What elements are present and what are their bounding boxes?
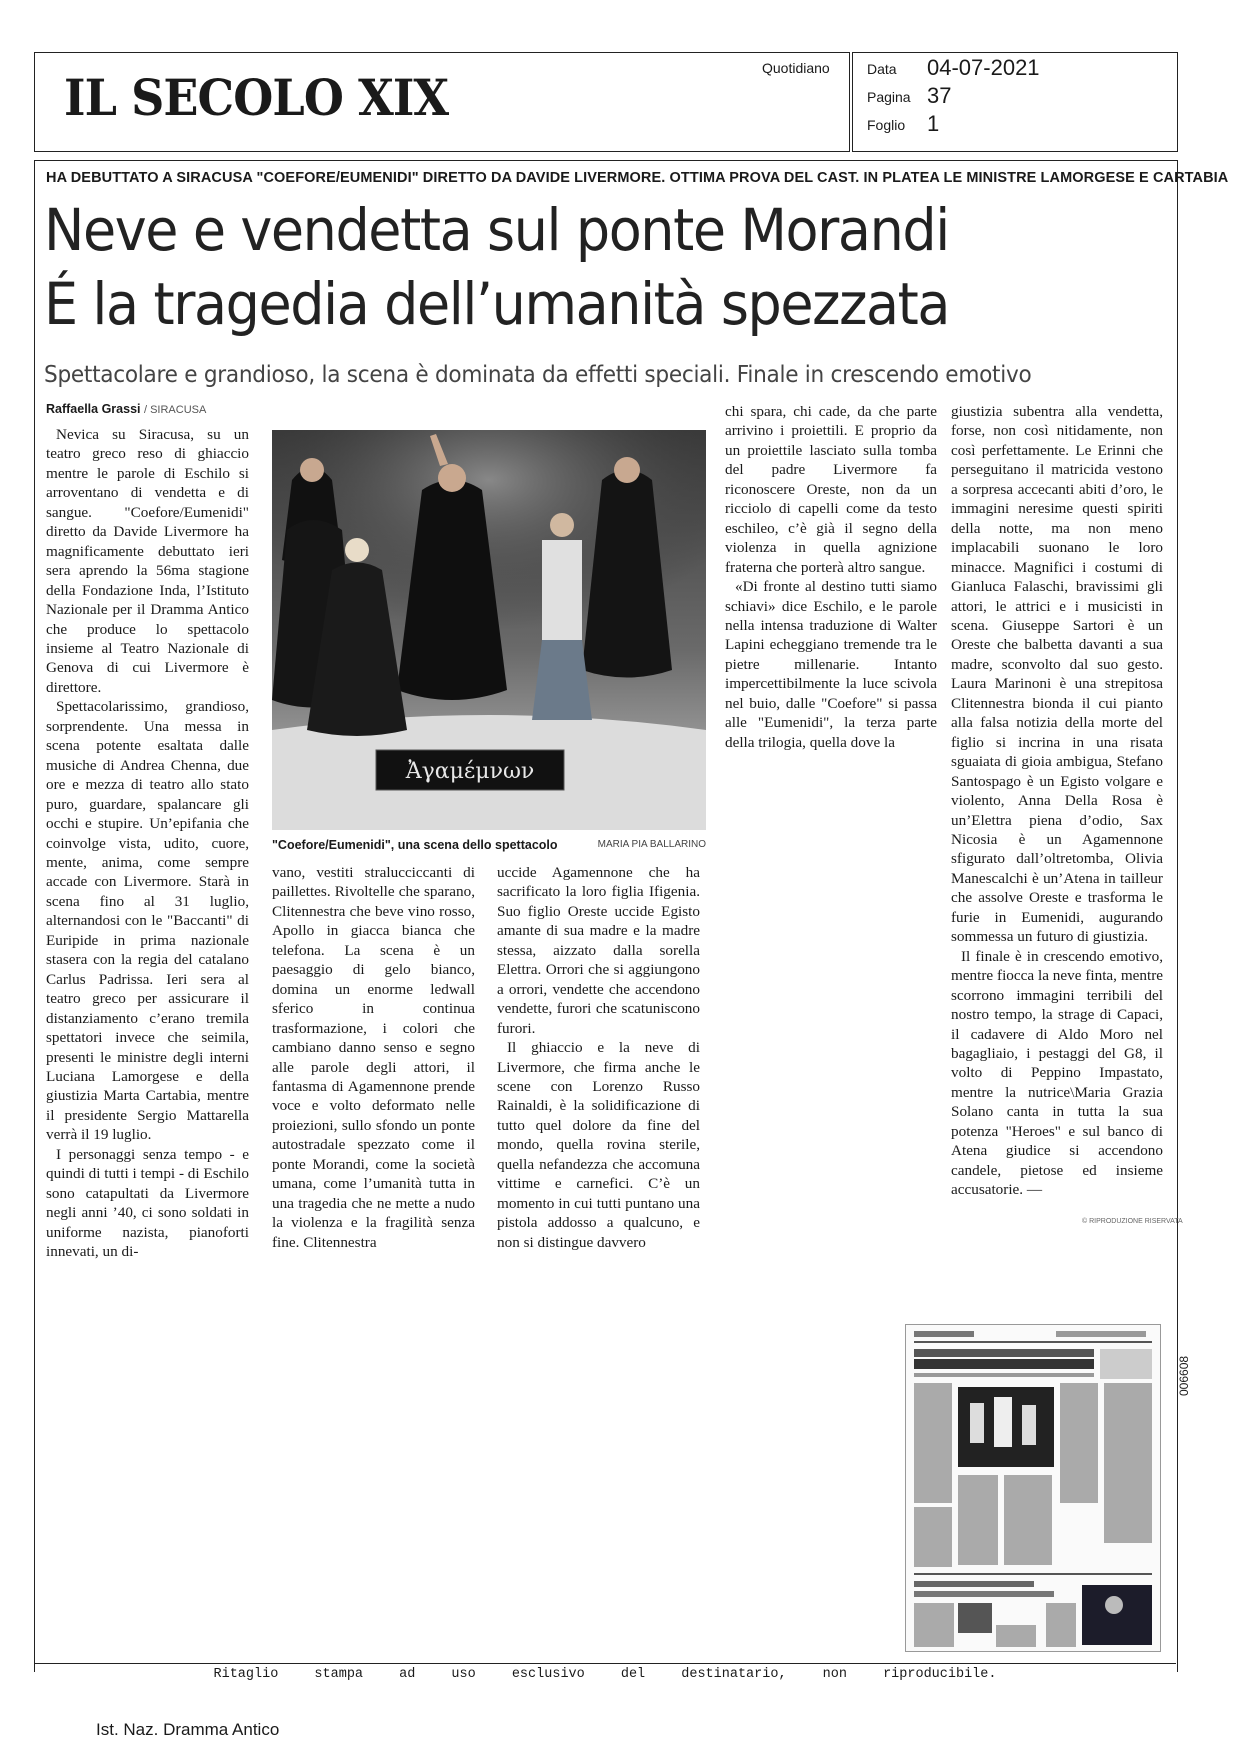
article-column-4: [725, 402, 937, 752]
headline-line-1: Neve e vendetta sul ponte Morandi: [44, 196, 949, 264]
archive-code: 006608: [1177, 1355, 1191, 1396]
paragraph: giustizia subentra alla vendetta, forse, non così nitidamente, non così perfettamente. Le Erinni che perseguitano il matricida vestono a sorpresa accecanti abiti d’oro, le immagini neresime questi spiriti della notte, ma non meno implacabili suonano le loro minacce. Magnifici i costumi di Gianluca Falaschi, bravissimi gli attori, le attrici e i musicisti in scena. Giuseppe Sartori è un Oreste che balbetta davanti a sua madre, sconvolto dal suo gesto. Laura Marinoni è una strepitosa Clitennestra bionda il cui pianto alla falsa notizia della morte del figlio si incrina in una risata sguaiata di gioia ambigua, Stefano Santospago è un Egisto volgare e violento, Anna Della Rosa è un’Elettra piena d’odio, Sax Nicosia è un Agamennone sfigurato dall’oltretomba, Olivia Manescalchi è un’Atena in tailleur che assolve Oreste e trasforma le furie in Eumenidi, augurando sommessa un futuro di giustizia.: [951, 403, 1163, 946]
article-kicker: HA DEBUTTATO A SIRACUSA "COEFORE/EUMENIDI" DIRETTO DA DAVIDE LIVERMORE. OTTIMA PROVA DEL CAST. IN PLATEA LE MINISTRE LAMORGESE E CARTABIA: [46, 170, 1229, 186]
photo-caption: [272, 838, 706, 852]
article-column-2: [272, 863, 475, 1252]
newspaper-logo: IL SECOLO XIX: [64, 68, 449, 127]
paragraph: uccide Agamennone che ha sacrificato la loro figlia Ifigenia. Suo figlio Oreste uccide Egisto amante di sua madre e la madre stessa, aizzato dalla sorella Elettra. Orrori che si aggiungono a orrori, vendette che accendono vendette, furori che scatuniscono furori.: [497, 864, 700, 1037]
article-column-3: [497, 863, 700, 1252]
author-name: Raffaella Grassi: [46, 402, 141, 416]
paragraph: vano, vestiti stralucciccanti di paillettes. Rivoltelle che sparano, Clitennestra che beve vino rosso, Apollo in giacca bianca che telefona. La scena è un paesaggio di gelo bianco, domina un enorme ledwall sferico in continua trasformazione, i colori che cambiano danno senso e segno alle parole degli attori, il fantasma di Agamennone prende voce e volto deformato nelle proiezioni, sullo sfondo un ponte autostradale spezzato come il ponte Morandi, come la società umana, come l’umanità tutta in una tragedia che ne mette a nudo la violenza e la fragilità senza fine. Clitennestra: [272, 864, 475, 1251]
photo-sign-text: Ἀγαμέμνων: [405, 759, 535, 784]
clipping-disclaimer: Ritaglio stampa ad uso esclusivo del destinatario, non riproducibile.: [213, 1667, 997, 1682]
periodicity-label: Quotidiano: [762, 60, 830, 76]
article-column-5: [951, 402, 1163, 1200]
article-photo: [272, 430, 706, 830]
footer-rule: [34, 1663, 1176, 1664]
byline-place: / SIRACUSA: [143, 404, 207, 416]
meta-page-label: Pagina: [867, 89, 911, 105]
photo-credit: MARIA PIA BALLARINO: [597, 839, 706, 850]
meta-date-label: Data: [867, 61, 897, 77]
article-subtitle: Spettacolare e grandioso, la scena è dominata da effetti speciali. Finale in crescendo emotivo: [44, 362, 1032, 388]
paragraph: Il ghiaccio e la neve di Livermore, che firma anche le scene con Lorenzo Russo Rainaldi, è la solidificazione di tutto quel dolore da fine del mondo, quella rovina sterile, quella nefandezza che accomuna vittime e carnefici. C’è un momento in cui tutti puntano una pistola addosso a qualcuno, e non si distingue davvero: [497, 1039, 700, 1251]
meta-date-value: 04-07-2021: [927, 55, 1040, 80]
paragraph: Spettacolarissimo, grandioso, sorprendente. Una messa in scena potente esaltata dalle musiche di Andrea Chenna, due ore e mezza di teatro allo stato puro, guardare, spalancare gli occhi e stupire. Un’epifania che coinvolge vista, udito, cuore, mente, anima, come sempre accade con Livermore. Starà in scena fino al 31 luglio, alternandosi con le "Baccanti" di Euripide in prima nazionale stasera con la regia del catalano Carlus Padrissa. Ieri sera al teatro greco per assicurare il distanziamento c’erano tremila spettatori invece che seimila, presenti le ministre degli interni Luciana Lamorgese e della giustizia Marta Cartabia, mentre il presidente Sergio Mattarella verrà il 19 luglio.: [46, 698, 249, 1144]
client-name: Ist. Naz. Dramma Antico: [96, 1720, 280, 1739]
meta-box: [852, 52, 1178, 152]
copyright-note: © RIPRODUZIONE RISERVATA: [1082, 1218, 1183, 1225]
page-thumbnail: [905, 1324, 1161, 1652]
article-top-rule: [34, 160, 1177, 161]
paragraph: «Di fronte al destino tutti siamo schiavi» dice Eschilo, e le parole nella intensa traduzione di Walter Lapini echeggiano tremende tra le pietre millenarie. Intanto impercettibilmente la luce scivola nel buio, dalle "Coefore" si passa alle "Eumenidi", la terza parte della trilogia, quella dove la: [725, 578, 937, 751]
caption-text: "Coefore/Eumenidi", una scena dello spettacolo: [272, 838, 558, 852]
article-column-1: [46, 425, 249, 1261]
headline-line-2: É la tragedia dell’umanità spezzata: [44, 270, 950, 338]
meta-page-value: 37: [927, 83, 952, 108]
page-thumbnail-image: [906, 1325, 1160, 1651]
paragraph: chi spara, chi cade, da che parte arrivino i proiettili. E proprio da un proiettile lasciato sulla tomba del padre Livermore fa riconoscere Oreste, non da un ricciolo di capelli come da testo eschileo, c’è già il segno della violenza in quella agnizione fraterna che porterà altro sangue.: [725, 403, 937, 576]
stage-scene-image: [272, 430, 706, 830]
paragraph: I personaggi senza tempo - e quindi di tutti i tempi - di Eschilo sono catapultati da Livermore negli anni ’40, ci sono soldati in uniforme nazista, pianoforti innevati, un di-: [46, 1145, 249, 1261]
paragraph: Il finale è in crescendo emotivo, mentre fiocca la neve finta, mentre scorrono immagini terribili del nostro tempo, la strage di Capaci, il cadavere di Aldo Moro nel bagagliaio, i pestaggi del G8, il volto di Peppino Impastato, mentre la nutrice\Maria Grazia Solano canta in tutta la sua potenza "Heroes" e sul banco di Atena giudice si accendono candele, pietose ed insieme accusatorie. —: [951, 947, 1163, 1199]
byline: [46, 402, 206, 416]
meta-sheet-value: 1: [927, 111, 940, 136]
paragraph: Nevica su Siracusa, su un teatro greco reso di ghiaccio mentre le parole di Eschilo si arroventano di vendetta e di sangue. "Coefore/Eumenidi" diretto da Davide Livermore ha magnificamente debuttato ieri sera aprendo la 56ma stagione della Fondazione Inda, l’Istituto Nazionale per il Dramma Antico che produce lo spettacolo insieme al Teatro Nazionale di Genova di cui Livermore è direttore.: [46, 426, 249, 696]
meta-sheet-label: Foglio: [867, 117, 906, 133]
